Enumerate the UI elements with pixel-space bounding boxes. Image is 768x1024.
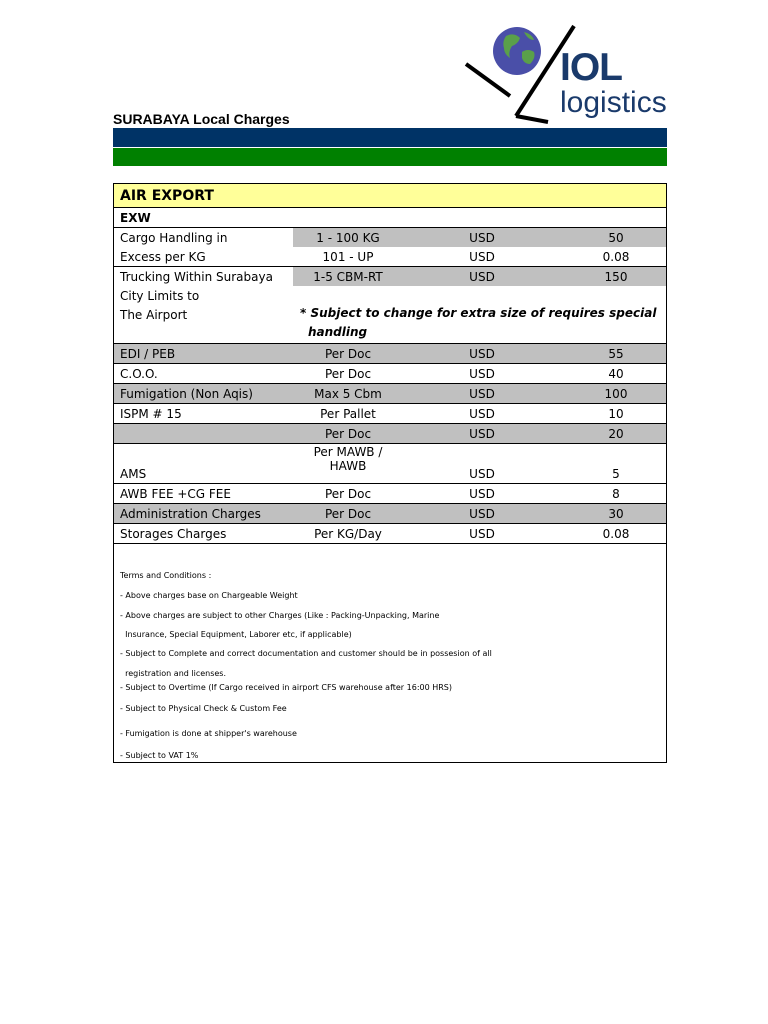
table-row [114,423,666,443]
table-row [114,523,666,543]
row-amount: 30 [608,506,624,521]
terms-line: registration and licenses. [120,669,227,678]
section-header-row [114,184,666,207]
terms-line: - Subject to Complete and correct documentation and customer should be in possesion of all [120,649,492,658]
row-amount: 10 [608,406,624,421]
row-unit: Per Doc [324,366,372,381]
row-currency: USD [469,406,495,421]
table-row [114,503,666,523]
row-unit-line-1: Per MAWB / [313,444,383,459]
row-amount: 20 [608,426,624,441]
table-row [114,443,666,483]
terms-heading: Terms and Conditions : [120,571,212,580]
row-label: AWB FEE +CG FEE [120,486,231,501]
charges-table [113,183,667,763]
row-label: Administration Charges [120,506,261,521]
terms-line: - Fumigation is done at shipper's warehouse [120,729,297,738]
table-row [114,403,666,423]
row-amount: 0.08 [602,526,630,541]
row-currency: USD [469,386,495,401]
terms-line: Insurance, Special Equipment, Laborer etc, if applicable) [120,630,352,639]
header-band-green [113,148,667,166]
table-row [114,363,666,383]
row-amount: 40 [608,366,624,381]
row-currency: USD [469,426,495,441]
terms-line: - Above charges base on Chargeable Weight [120,591,298,600]
terms-line: - Above charges are subject to other Charges (Like : Packing-Unpacking, Marine [120,611,440,620]
subsection-row [114,207,666,227]
terms-line: - Subject to VAT 1% [120,751,199,760]
row-amount: 0.08 [602,249,630,264]
row-currency: USD [469,486,495,501]
terms-line: - Subject to Overtime (If Cargo received in airport CFS warehouse after 16:00 HRS) [120,683,453,692]
page-title: SURABAYA Local Charges [113,111,290,127]
row-amount: 8 [612,486,620,501]
row-label: Trucking Within Surabaya [120,269,273,284]
row-label: ISPM # 15 [120,406,182,421]
row-label: C.O.O. [120,366,158,381]
row-unit: Per Pallet [320,406,376,421]
table-row [114,483,666,503]
table-row [114,383,666,403]
row-currency: USD [469,466,495,481]
row-currency: USD [469,269,495,284]
row-unit: Per Doc [324,486,372,501]
row-unit: 1 - 100 KG [316,230,380,245]
row-currency: USD [469,230,495,245]
terms-section [114,543,666,762]
table-row [114,286,666,305]
row-label: EDI / PEB [120,346,176,361]
row-unit: 101 - UP [322,249,374,264]
table-row [114,227,666,247]
row-label: Cargo Handling in [120,230,228,245]
section-title: AIR EXPORT [120,187,214,204]
row-unit-line-2: HAWB [329,458,367,473]
table-row [114,247,666,266]
row-note-line-1: * Subject to change for extra size of requires special [300,306,657,320]
subsection-title: EXW [120,210,151,225]
row-currency: USD [469,506,495,521]
row-currency: USD [469,346,495,361]
row-amount: 150 [604,269,628,284]
row-amount: 5 [612,466,620,481]
row-amount: 55 [608,346,624,361]
table-row [114,305,666,343]
iol-logo [462,22,672,128]
row-unit: Max 5 Cbm [314,386,382,401]
row-unit: Per KG/Day [314,526,382,541]
row-label: Storages Charges [120,526,227,541]
row-currency: USD [469,249,495,264]
row-label: Fumigation (Non Aqis) [120,386,253,401]
row-amount: 100 [604,386,628,401]
row-unit: Per Doc [324,346,372,361]
row-amount: 50 [608,230,624,245]
logo-logistics-text: logistics [560,86,667,119]
row-unit: Per Doc [324,506,372,521]
row-label: Excess per KG [120,249,206,264]
row-unit: Per Doc [324,426,372,441]
row-unit: 1-5 CBM-RT [313,269,383,284]
table-row [114,343,666,363]
row-note-line-2: handling [308,325,368,339]
logo-iol-text: IOL [560,46,622,89]
row-currency: USD [469,526,495,541]
terms-line: - Subject to Physical Check & Custom Fee [120,704,287,713]
row-label: City Limits to [120,288,200,303]
header-band-blue [113,128,667,147]
table-row [114,266,666,286]
row-label: The Airport [120,307,188,322]
row-currency: USD [469,366,495,381]
row-label: AMS [120,466,147,481]
globe-icon [493,27,541,75]
